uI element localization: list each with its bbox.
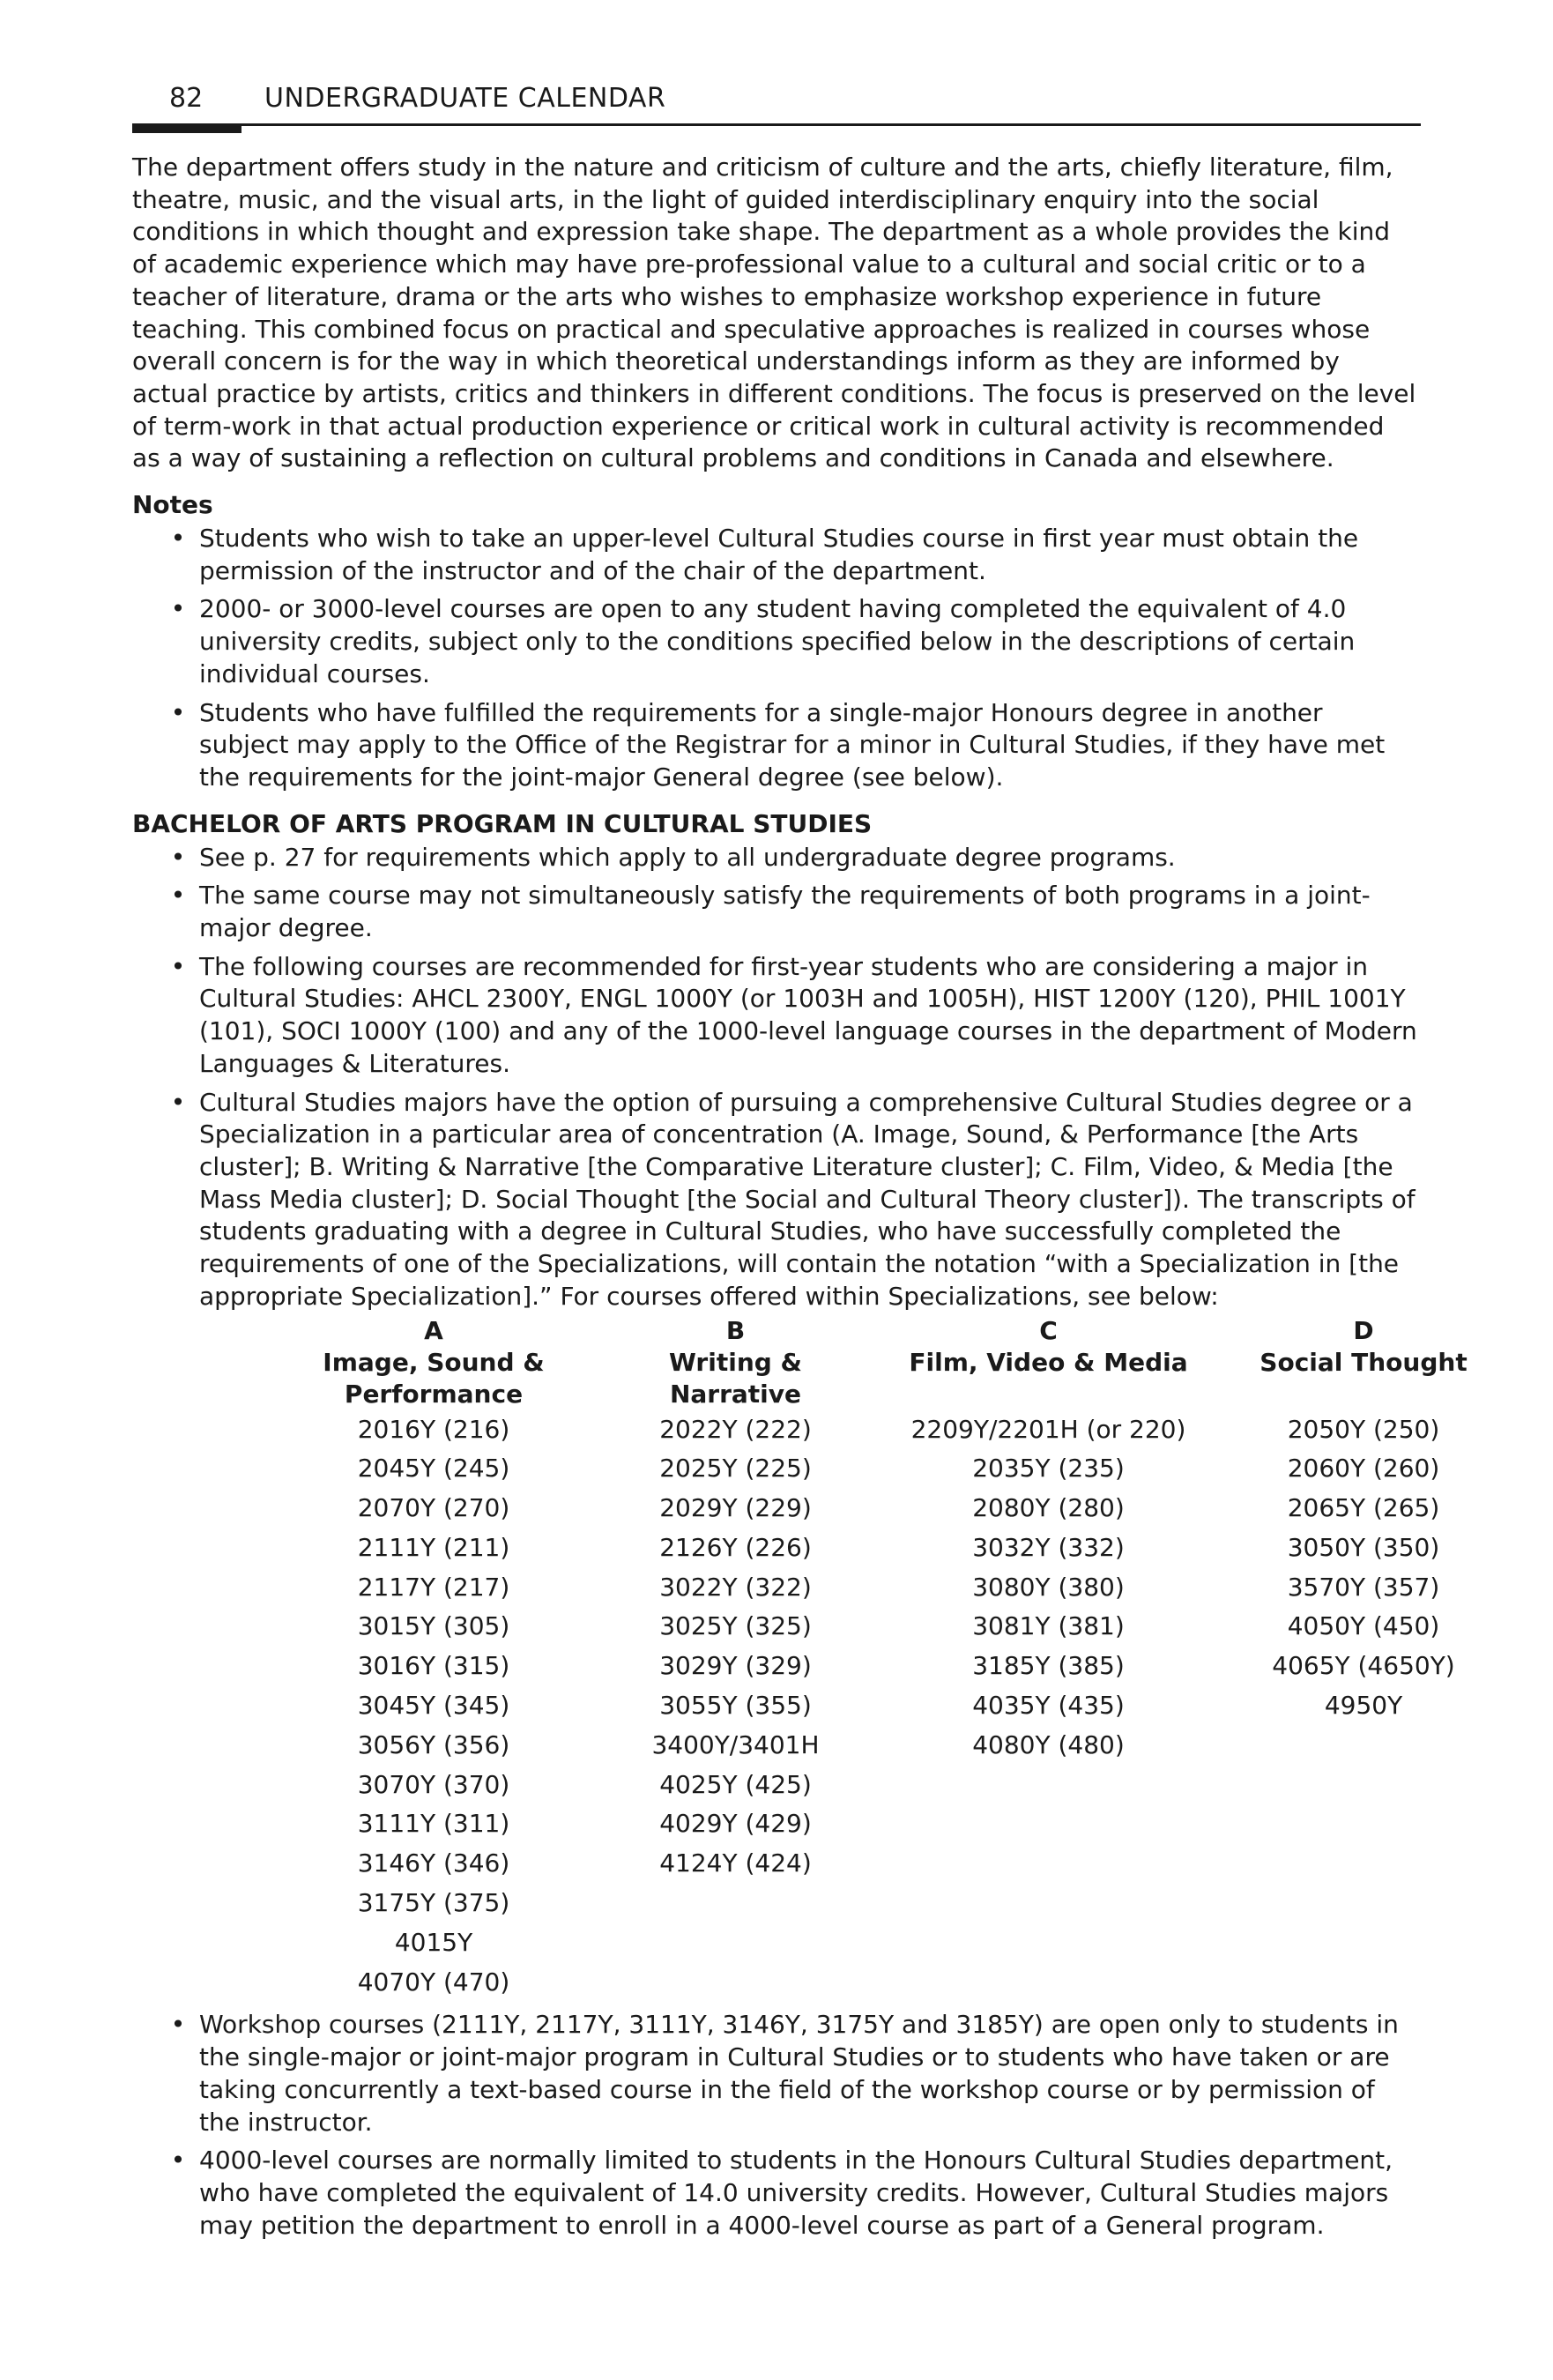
- course-cell: 3022Y (322): [659, 1572, 812, 1602]
- course-cell: 3050Y (350): [1287, 1532, 1440, 1562]
- notes-item: [132, 523, 1419, 587]
- column-letter: C: [1039, 1315, 1058, 1345]
- bullet-icon: •: [170, 2010, 186, 2040]
- column-name: Image, Sound &: [323, 1347, 545, 1377]
- document-page: [132, 81, 1468, 2248]
- course-cell: 3146Y (346): [357, 1848, 510, 1878]
- page-number: 82: [169, 83, 204, 114]
- course-cell: 2060Y (260): [1287, 1454, 1440, 1484]
- course-cell: [1200, 1963, 1527, 2003]
- header-tab-bar: [132, 123, 241, 133]
- course-cell: [575, 1923, 896, 1963]
- program-item-text: The following courses are recommended for first-year students who are considering a major in Cultural Studies: AHCL 2300Y, ENGL 1000Y (or 1003H and 1005H), HIST 1200Y (120), PHIL 1001Y (101), SOCI 1000Y (100) and any of the 1000-level language courses in the department of Modern Languages & Literatures.: [199, 951, 1417, 1078]
- specializations-table-head: [293, 1315, 1527, 1410]
- table-row: [293, 1923, 1527, 1963]
- table-row: [293, 1804, 1527, 1844]
- program-item-text: 4000-level courses are normally limited to students in the Honours Cultural Studies department, who have completed the equivalent of 14.0 university credits. However, Cultural Studies majors may petition the department to enroll in a 4000-level course as part of a General program.: [199, 2146, 1393, 2240]
- course-cell: 4950Y: [1324, 1691, 1403, 1721]
- letter-row: [293, 1315, 1527, 1347]
- intro-section: [132, 152, 1419, 475]
- course-cell: [1200, 1766, 1527, 1805]
- page-header: [132, 81, 1419, 129]
- program-item-text: Cultural Studies majors have the option of pursuing a comprehensive Cultural Studies degree or a Specialization in a particular area of concentration (A. Image, Sound, & Performance [the Arts cluster]; B. Writing & Narrative [the Comparative Literature cluster]; C. Film, Video, & Media [the Mass Media cluster]; D. Social Thought [the Social and Cultural Theory cluster]). The transcripts of students graduating with a degree in Cultural Studies, who have successfully completed the requirements of one of the Specializations, will contain the notation “with a Specialization in [the appropriate Specialization].” For courses offered within Specializations, see below:: [199, 1087, 1416, 1311]
- course-cell: 2065Y (265): [1287, 1493, 1440, 1523]
- bullet-icon: •: [170, 594, 186, 624]
- table-row: [293, 1686, 1527, 1726]
- course-cell: 3185Y (385): [972, 1651, 1125, 1681]
- course-cell: 4015Y: [394, 1927, 473, 1957]
- course-cell: 3111Y (311): [357, 1809, 510, 1839]
- program-item: [132, 880, 1419, 944]
- table-row: [293, 1568, 1527, 1608]
- table-row: [293, 1766, 1527, 1805]
- table-row: [293, 1489, 1527, 1528]
- course-cell: [896, 1804, 1200, 1844]
- course-cell: 3055Y (355): [659, 1691, 812, 1721]
- course-cell: 3015Y (305): [357, 1611, 510, 1641]
- course-cell: 2029Y (229): [659, 1493, 812, 1523]
- program-heading: BACHELOR OF ARTS PROGRAM IN CULTURAL STUDIES: [132, 808, 873, 838]
- course-cell: 3016Y (315): [357, 1651, 510, 1681]
- course-cell: 3080Y (380): [972, 1572, 1125, 1602]
- column-letter: D: [1353, 1315, 1374, 1345]
- course-cell: 2022Y (222): [659, 1414, 812, 1444]
- course-cell: 4029Y (429): [659, 1809, 812, 1839]
- table-row: [293, 1844, 1527, 1884]
- course-cell: 2070Y (270): [357, 1493, 510, 1523]
- course-cell: 2080Y (280): [972, 1493, 1125, 1523]
- notes-item: [132, 593, 1419, 690]
- bullet-icon: •: [170, 2146, 186, 2175]
- program-list: [132, 842, 1468, 2242]
- course-cell: 4025Y (425): [659, 1769, 812, 1799]
- course-cell: 3081Y (381): [972, 1611, 1125, 1641]
- notes-heading: Notes: [132, 490, 213, 520]
- running-header-title: UNDERGRADUATE CALENDAR: [264, 83, 666, 114]
- table-row: [293, 1726, 1527, 1766]
- program-item-text: See p. 27 for requirements which apply to all undergraduate degree programs.: [199, 842, 1176, 872]
- program-item-text: The same course may not simultaneously satisfy the requirements of both programs in a joint-major degree.: [199, 881, 1371, 943]
- bullet-icon: •: [170, 697, 186, 727]
- course-cell: [896, 1963, 1200, 2003]
- intro-paragraph: The department offers study in the nature and criticism of culture and the arts, chiefly literature, film, theatre, music, and the visual arts, in the light of guided interdisciplinary enquiry into the social conditions in which thought and expression take shape. The department as a whole provides the kind of academic experience which may have pre-professional value to a cultural and social critic or to a teacher of literature, drama or the arts who wishes to emphasize workshop experience in future teaching. This combined focus on practical and speculative approaches is realized in courses whose overall concern is for the way in which theoretical understandings inform as they are informed by actual practice by artists, critics and thinkers in different conditions. The focus is preserved on the level of term-work in that actual production experience or critical work in cultural activity is recommended as a way of sustaining a reflection on cultural problems and conditions in Canada and elsewhere.: [132, 152, 1416, 473]
- program-item: [132, 1087, 1468, 2003]
- course-cell: [896, 1923, 1200, 1963]
- course-cell: 4035Y (435): [972, 1691, 1125, 1721]
- column-name-cont: Narrative: [669, 1379, 802, 1409]
- table-row: [293, 1449, 1527, 1489]
- course-cell: [1200, 1804, 1527, 1844]
- column-letter: A: [424, 1315, 443, 1345]
- course-cell: 2045Y (245): [357, 1454, 510, 1484]
- table-row: [293, 1528, 1527, 1568]
- course-cell: [1200, 1726, 1527, 1766]
- course-cell: 2117Y (217): [357, 1572, 510, 1602]
- table-row: [293, 1963, 1527, 2003]
- name-row-1: [293, 1347, 1527, 1379]
- course-cell: [896, 1766, 1200, 1805]
- course-cell: [575, 1884, 896, 1923]
- course-cell: 3032Y (332): [972, 1532, 1125, 1562]
- column-name-cont: [1200, 1379, 1527, 1410]
- course-cell: 4065Y (4650Y): [1272, 1651, 1455, 1681]
- program-item: [132, 2009, 1419, 2138]
- specializations-table-body: [293, 1410, 1527, 2003]
- table-row: [293, 1647, 1527, 1686]
- course-cell: [896, 1844, 1200, 1884]
- course-cell: 2126Y (226): [659, 1532, 812, 1562]
- course-cell: 2025Y (225): [659, 1454, 812, 1484]
- course-cell: 2050Y (250): [1287, 1414, 1440, 1444]
- bullet-icon: •: [170, 951, 186, 981]
- course-cell: 2035Y (235): [972, 1454, 1125, 1484]
- notes-item-text: Students who wish to take an upper-level Cultural Studies course in first year must obtain the permission of the instructor and of the chair of the department.: [199, 524, 1359, 585]
- course-cell: 4050Y (450): [1287, 1611, 1440, 1641]
- name-row-2: [293, 1379, 1527, 1410]
- specializations-table: [293, 1315, 1527, 2003]
- program-item-text: Workshop courses (2111Y, 2117Y, 3111Y, 3146Y, 3175Y and 3185Y) are open only to students in the single-major or joint-major program in Cultural Studies or to students who have taken or are taking concurrently a text-based course in the field of the workshop course or by permission of the instructor.: [199, 2010, 1399, 2137]
- course-cell: 3570Y (357): [1287, 1572, 1440, 1602]
- column-name-cont: Performance: [344, 1379, 524, 1409]
- course-cell: [1200, 1923, 1527, 1963]
- table-row: [293, 1410, 1527, 1450]
- table-row: [293, 1884, 1527, 1923]
- course-cell: [575, 1963, 896, 2003]
- course-cell: 2111Y (211): [357, 1532, 510, 1562]
- column-name: Writing &: [669, 1347, 802, 1377]
- course-cell: 4080Y (480): [972, 1729, 1125, 1759]
- column-name: Social Thought: [1259, 1347, 1468, 1377]
- bullet-icon: •: [170, 524, 186, 554]
- course-cell: [1200, 1844, 1527, 1884]
- course-cell: 3025Y (325): [659, 1611, 812, 1641]
- course-cell: 3056Y (356): [357, 1729, 510, 1759]
- course-cell: 4070Y (470): [357, 1967, 510, 1997]
- table-row: [293, 1607, 1527, 1647]
- bullet-icon: •: [170, 842, 186, 872]
- header-rule: [132, 123, 1421, 126]
- notes-item: [132, 697, 1419, 794]
- notes-item-text: 2000- or 3000-level courses are open to any student having completed the equivalent of 4.0 university credits, subject only to the conditions specified below in the descriptions of certain individual courses.: [199, 594, 1356, 688]
- course-cell: 2209Y/2201H (or 220): [910, 1414, 1186, 1444]
- program-item: [132, 842, 1419, 874]
- bullet-icon: •: [170, 1087, 186, 1117]
- course-cell: [1200, 1884, 1527, 1923]
- notes-item-text: Students who have fulfilled the requirements for a single-major Honours degree in another subject may apply to the Office of the Registrar for a minor in Cultural Studies, if they have met the requirements for the joint-major General degree (see below).: [199, 697, 1386, 792]
- bullet-icon: •: [170, 881, 186, 911]
- notes-list: [132, 523, 1419, 794]
- program-item: [132, 951, 1419, 1081]
- column-name-cont: [896, 1379, 1200, 1410]
- course-cell: 4124Y (424): [659, 1848, 812, 1878]
- program-item: [132, 2145, 1419, 2242]
- course-cell: 3029Y (329): [659, 1651, 812, 1681]
- course-cell: 3045Y (345): [357, 1691, 510, 1721]
- column-name: Film, Video & Media: [909, 1347, 1188, 1377]
- course-cell: 3175Y (375): [357, 1888, 510, 1918]
- column-letter: B: [725, 1315, 746, 1345]
- course-cell: [896, 1884, 1200, 1923]
- course-cell: 3400Y/3401H: [651, 1729, 820, 1759]
- course-cell: 2016Y (216): [357, 1414, 510, 1444]
- course-cell: 3070Y (370): [357, 1769, 510, 1799]
